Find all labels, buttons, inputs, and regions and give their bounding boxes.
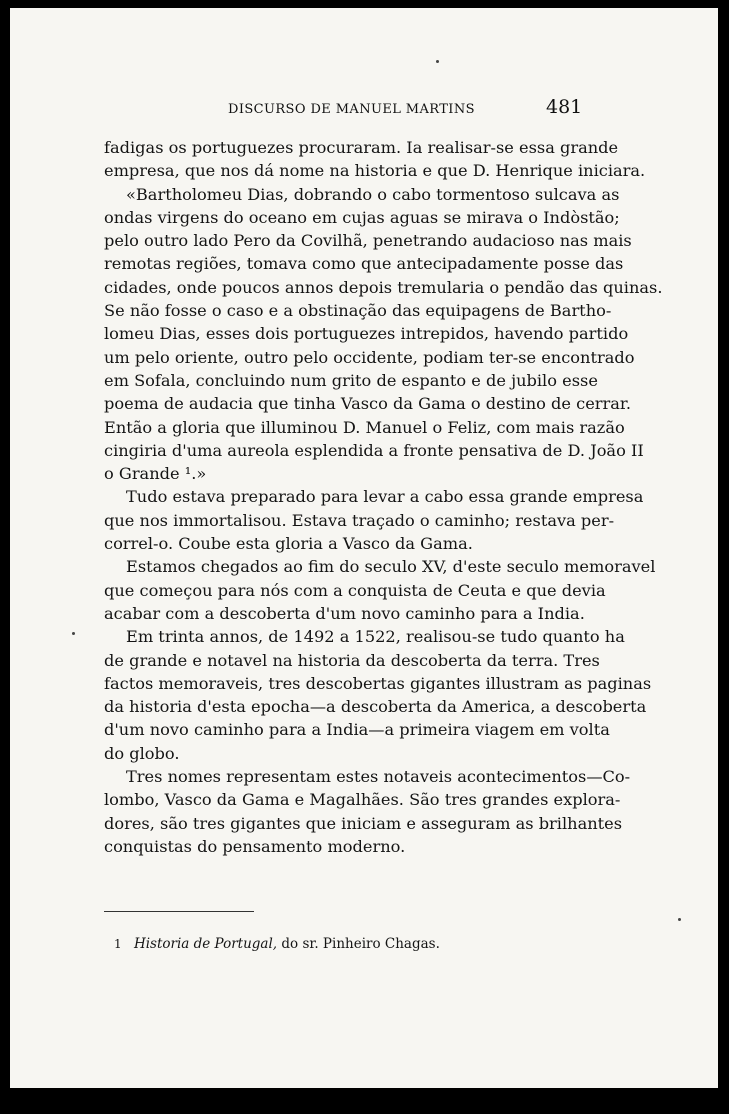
text-line: da historia d'esta epocha—a descoberta da America, a descoberta	[104, 697, 647, 717]
footnote	[114, 936, 440, 952]
text-line: acabar com a descoberta d'um novo caminho para a India.	[104, 603, 585, 623]
text-line: lombo, Vasco da Gama e Magalhães. São tres grandes explora-	[104, 790, 621, 810]
text-line: poema de audacia que tinha Vasco da Gama o destino de cerrar.	[104, 394, 632, 414]
text-line: o Grande ¹.»	[104, 464, 207, 484]
text-line: cidades, onde poucos annos depois tremularia o pendão das quinas.	[104, 277, 663, 297]
text-line: do globo.	[104, 743, 180, 763]
paragraph	[104, 485, 644, 555]
text-line: remotas regiões, tomava como que antecipadamente posse das	[104, 254, 624, 274]
text-line: Tres nomes representam estes notaveis acontecimentos—Co-	[126, 767, 631, 787]
book-page	[10, 8, 718, 1088]
text-line: d'um novo caminho para a India—a primeira viagem em volta	[104, 720, 610, 740]
text-line: pelo outro lado Pero da Covilhã, penetrando audacioso nas mais	[104, 231, 632, 251]
text-line: de grande e notavel na historia da descoberta da terra. Tres	[104, 650, 600, 670]
page-header	[10, 96, 718, 126]
footnote-number: 1	[114, 937, 122, 951]
paragraph	[104, 625, 652, 765]
text-line: em Sofala, concluindo num grito de espanto e de jubilo esse	[104, 370, 598, 390]
text-line: Se não fosse o caso e a obstinação das equipagens de Bartho-	[104, 301, 612, 321]
paragraph	[104, 183, 663, 486]
text-line: que começou para nós com a conquista de Ceuta e que devia	[104, 580, 606, 600]
text-line: Tudo estava preparado para levar a cabo essa grande empresa	[126, 487, 644, 507]
text-line: Em trinta annos, de 1492 a 1522, realisou-se tudo quanto ha	[126, 627, 625, 647]
text-line: fadigas os portuguezes procuraram. Ia realisar-se essa grande	[104, 138, 619, 157]
text-line: que nos immortalisou. Estava traçado o caminho; restava per-	[104, 510, 615, 530]
text-line: Então a gloria que illuminou D. Manuel o Feliz, com mais razão	[104, 417, 625, 437]
body-text	[104, 136, 663, 858]
footnote-rule	[104, 911, 254, 912]
text-line: cingiria d'uma aureola esplendida a fronte pensativa de D. João II	[104, 440, 644, 460]
ink-speck	[678, 918, 681, 921]
text-line: Estamos chegados ao fim do seculo XV, d'este seculo memoravel	[126, 557, 656, 577]
footnote-text: do sr. Pinheiro Chagas.	[281, 936, 440, 952]
ink-speck	[436, 60, 439, 63]
text-line: conquistas do pensamento moderno.	[104, 836, 406, 856]
text-line: empresa, que nos dá nome na historia e que D. Henrique iniciara.	[104, 161, 646, 181]
paragraph	[104, 136, 646, 183]
text-line: factos memoraveis, tres descobertas gigantes illustram as paginas	[104, 673, 652, 693]
paragraph	[104, 765, 631, 858]
ink-speck	[72, 632, 75, 635]
footnote-title: Historia de Portugal,	[133, 936, 278, 952]
page-number: 481	[546, 96, 583, 118]
text-line: «Bartholomeu Dias, dobrando o cabo tormentoso sulcava as	[126, 184, 620, 204]
paragraph	[104, 555, 656, 625]
text-line: correl-o. Coube esta gloria a Vasco da Gama.	[104, 534, 473, 554]
text-line: ondas virgens do oceano em cujas aguas se mirava o Indòstão;	[104, 207, 620, 227]
text-line: lomeu Dias, esses dois portuguezes intrepidos, havendo partido	[104, 324, 629, 344]
running-title: DISCURSO DE MANUEL MARTINS	[228, 102, 475, 117]
text-line: um pelo oriente, outro pelo occidente, podiam ter-se encontrado	[104, 347, 635, 367]
text-line: dores, são tres gigantes que iniciam e asseguram as brilhantes	[104, 813, 623, 833]
